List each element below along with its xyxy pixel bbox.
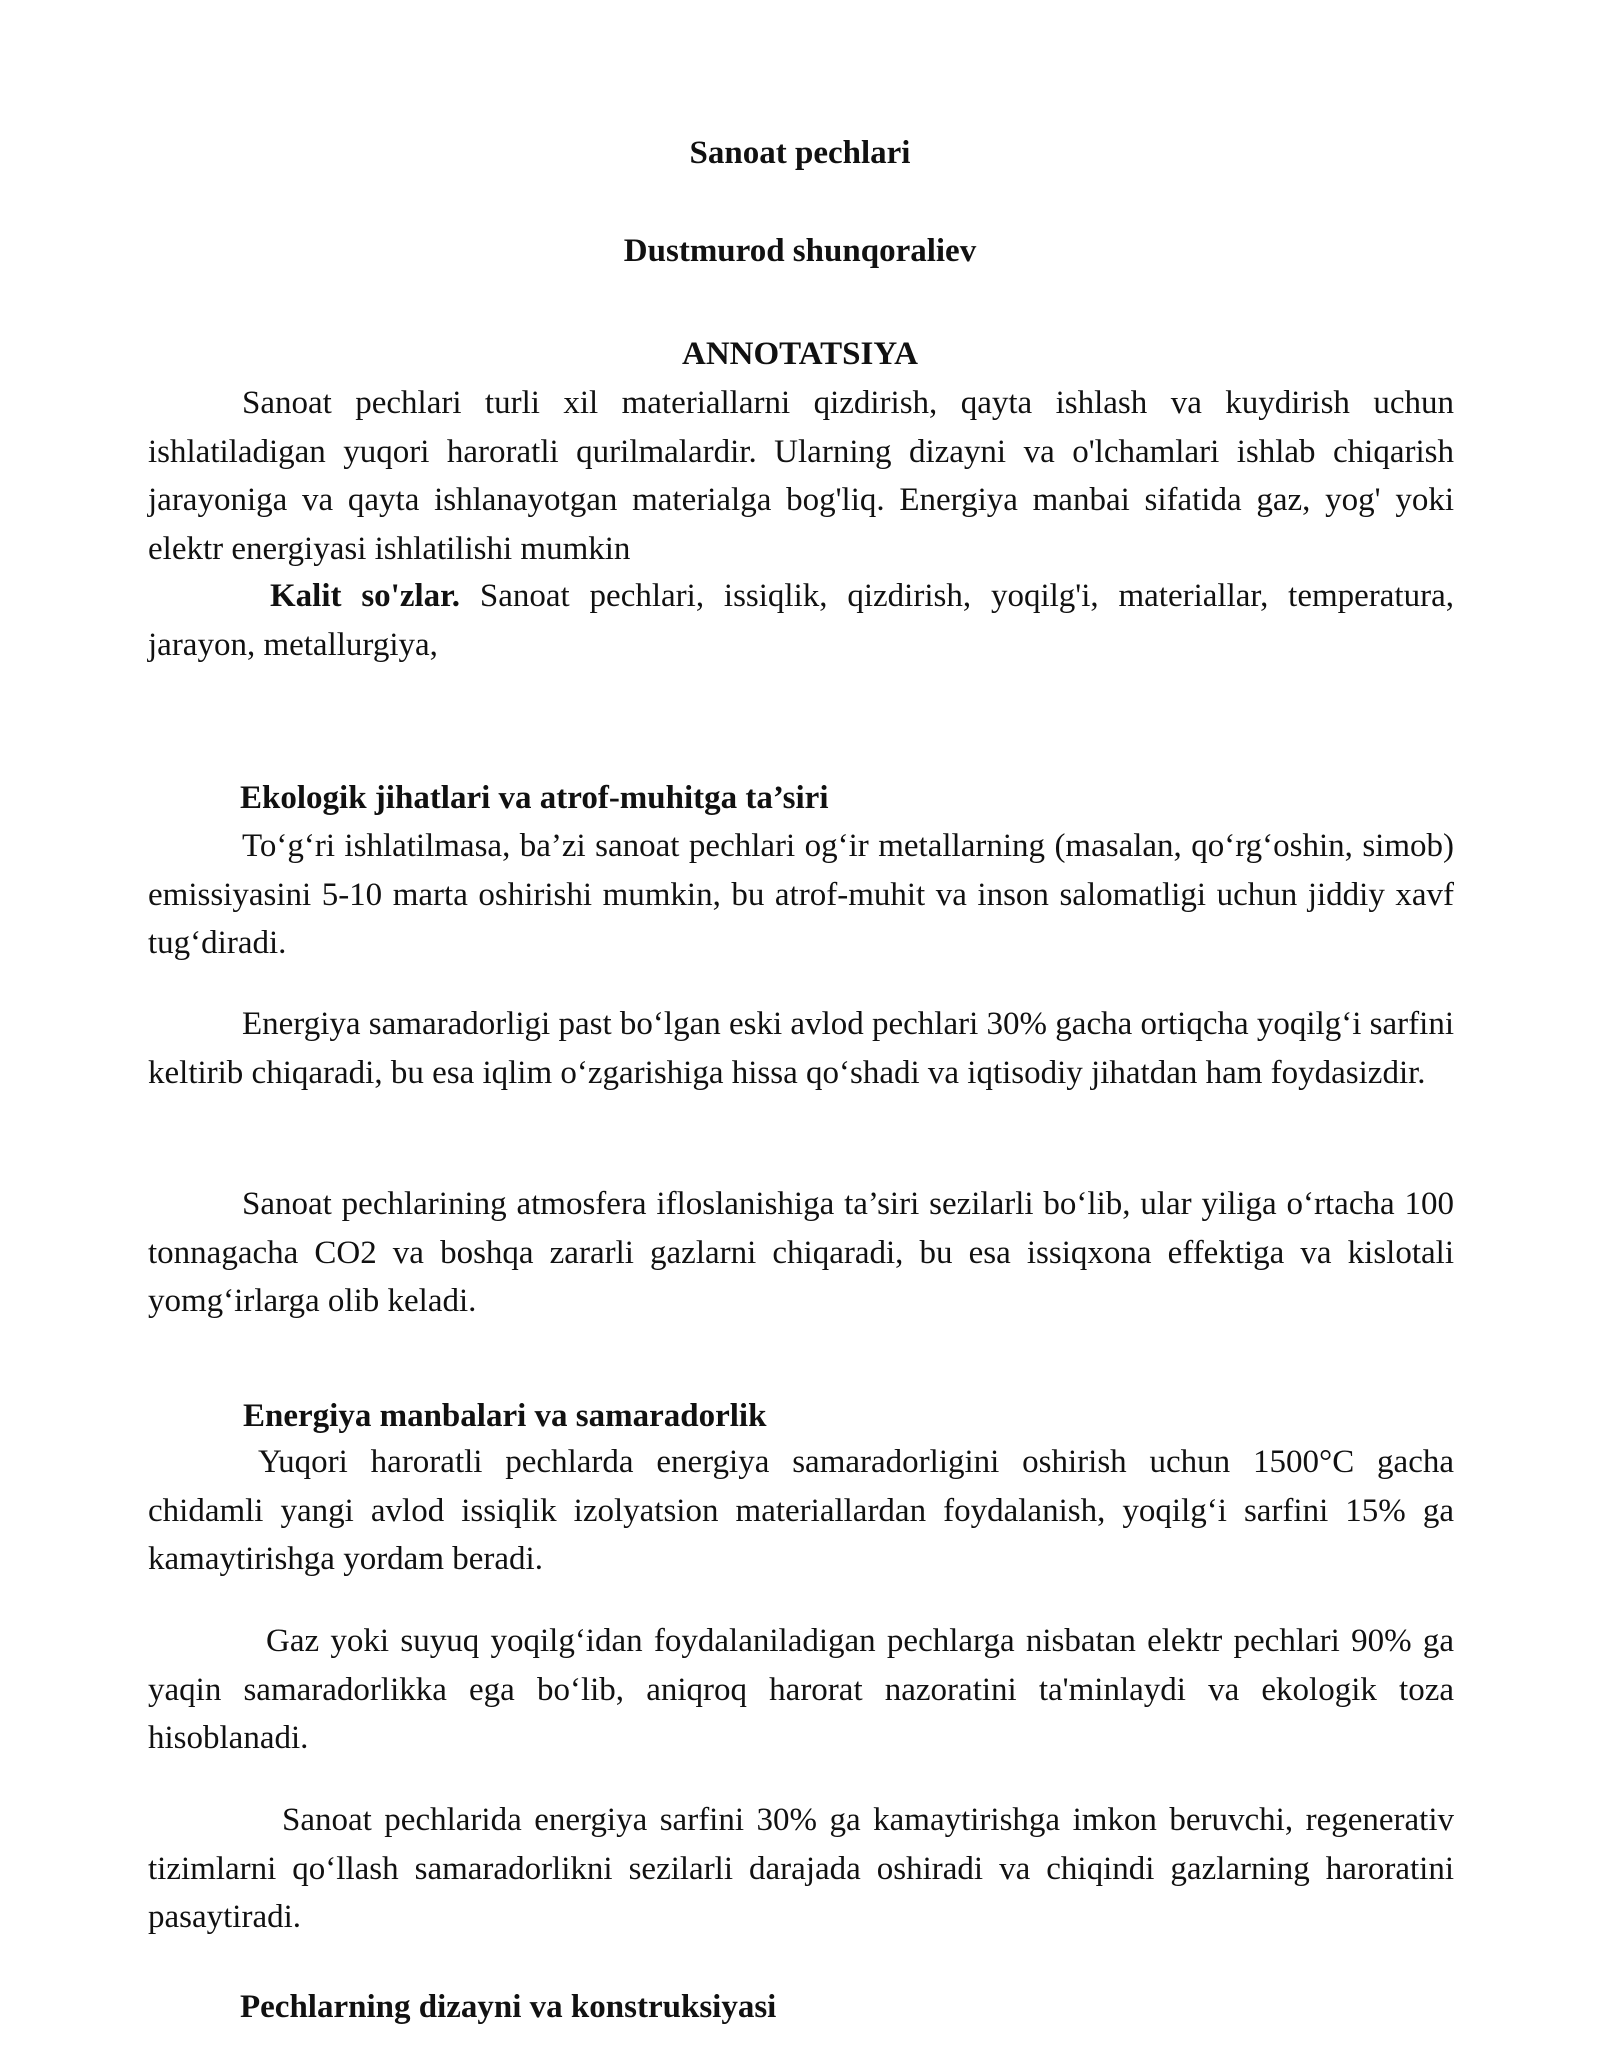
document-title: Sanoat pechlari bbox=[689, 135, 911, 171]
section-ecology-paragraph-1: To‘g‘ri ishlatilmasa, ba’zi sanoat pechlari og‘ir metallarning (masalan, qo‘rg‘oshin, simob) emissiyasini 5-10 marta oshirishi mumkin, bu atrof-muhit va inson salomatligi uchun jiddiy xavf tug‘diradi. bbox=[148, 828, 1454, 961]
author-name: Dustmurod shunqoraliev bbox=[623, 233, 977, 269]
section-heading-design: Pechlarning dizayni va konstruksiyasi bbox=[240, 1989, 777, 2025]
annotation-text: Sanoat pechlari turli xil materiallarni qizdirish, qayta ishlash va kuydirish uchun ishlatiladigan yuqori haroratli qurilmalardir. Ularning dizayni va o'lchamlari ishlab chiqarish jarayoniga va qayta ishlanayotgan materialga bog'liq. Energiya manbai sifatida gaz, yog' yoki elektr energiyasi ishlatilishi mumkin bbox=[148, 385, 1454, 567]
section-ecology-paragraph-3: Sanoat pechlarining atmosfera ifloslanishiga ta’siri sezilarli bo‘lib, ular yiliga o‘rtacha 100 tonnagacha CO2 va boshqa zararli gazlarni chiqaradi, bu esa issiqxona effektiga va kislotali yomg‘irlarga olib keladi. bbox=[148, 1186, 1454, 1319]
section-heading-ecology: Ekologik jihatlari va atrof-muhitga ta’siri bbox=[240, 780, 829, 816]
keywords-paragraph bbox=[148, 572, 1454, 669]
annotation-heading: ANNOTATSIYA bbox=[682, 336, 918, 372]
section-energy-paragraph-3: Sanoat pechlarida energiya sarfini 30% ga kamaytirishga imkon beruvchi, regenerativ tizimlarni qo‘llash samaradorlikni sezilarli darajada oshiradi va chiqindi gazlarning haroratini pasaytiradi. bbox=[148, 1802, 1454, 1935]
section-ecology-paragraph-2: Energiya samaradorligi past bo‘lgan eski avlod pechlari 30% gacha ortiqcha yoqilg‘i sarfini keltirib chiqaradi, bu esa iqlim o‘zgarishiga hissa qo‘shadi va iqtisodiy jihatdan ham foydasizdir. bbox=[148, 1006, 1454, 1091]
keywords-list: Sanoat pechlari, issiqlik, qizdirish, yoqilg'i, materiallar, temperatura, jarayon, metallurgiya, bbox=[148, 578, 1454, 663]
section-heading-energy: Energiya manbalari va samaradorlik bbox=[243, 1398, 767, 1434]
section-energy-paragraph-2: Gaz yoki suyuq yoqilg‘idan foydalaniladigan pechlarga nisbatan elektr pechlari 90% ga yaqin samaradorlikka ega bo‘lib, aniqroq harorat nazoratini ta'minlaydi va ekologik toza hisoblanadi. bbox=[148, 1623, 1454, 1756]
keywords-label: Kalit so'zlar. bbox=[270, 578, 461, 614]
section-energy-paragraph-1: Yuqori haroratli pechlarda energiya samaradorligini oshirish uchun 1500°C gacha chidamli yangi avlod issiqlik izolyatsion materiallardan foydalanish, yoqilg‘i sarfini 15% ga kamaytirishga yordam beradi. bbox=[148, 1444, 1454, 1577]
